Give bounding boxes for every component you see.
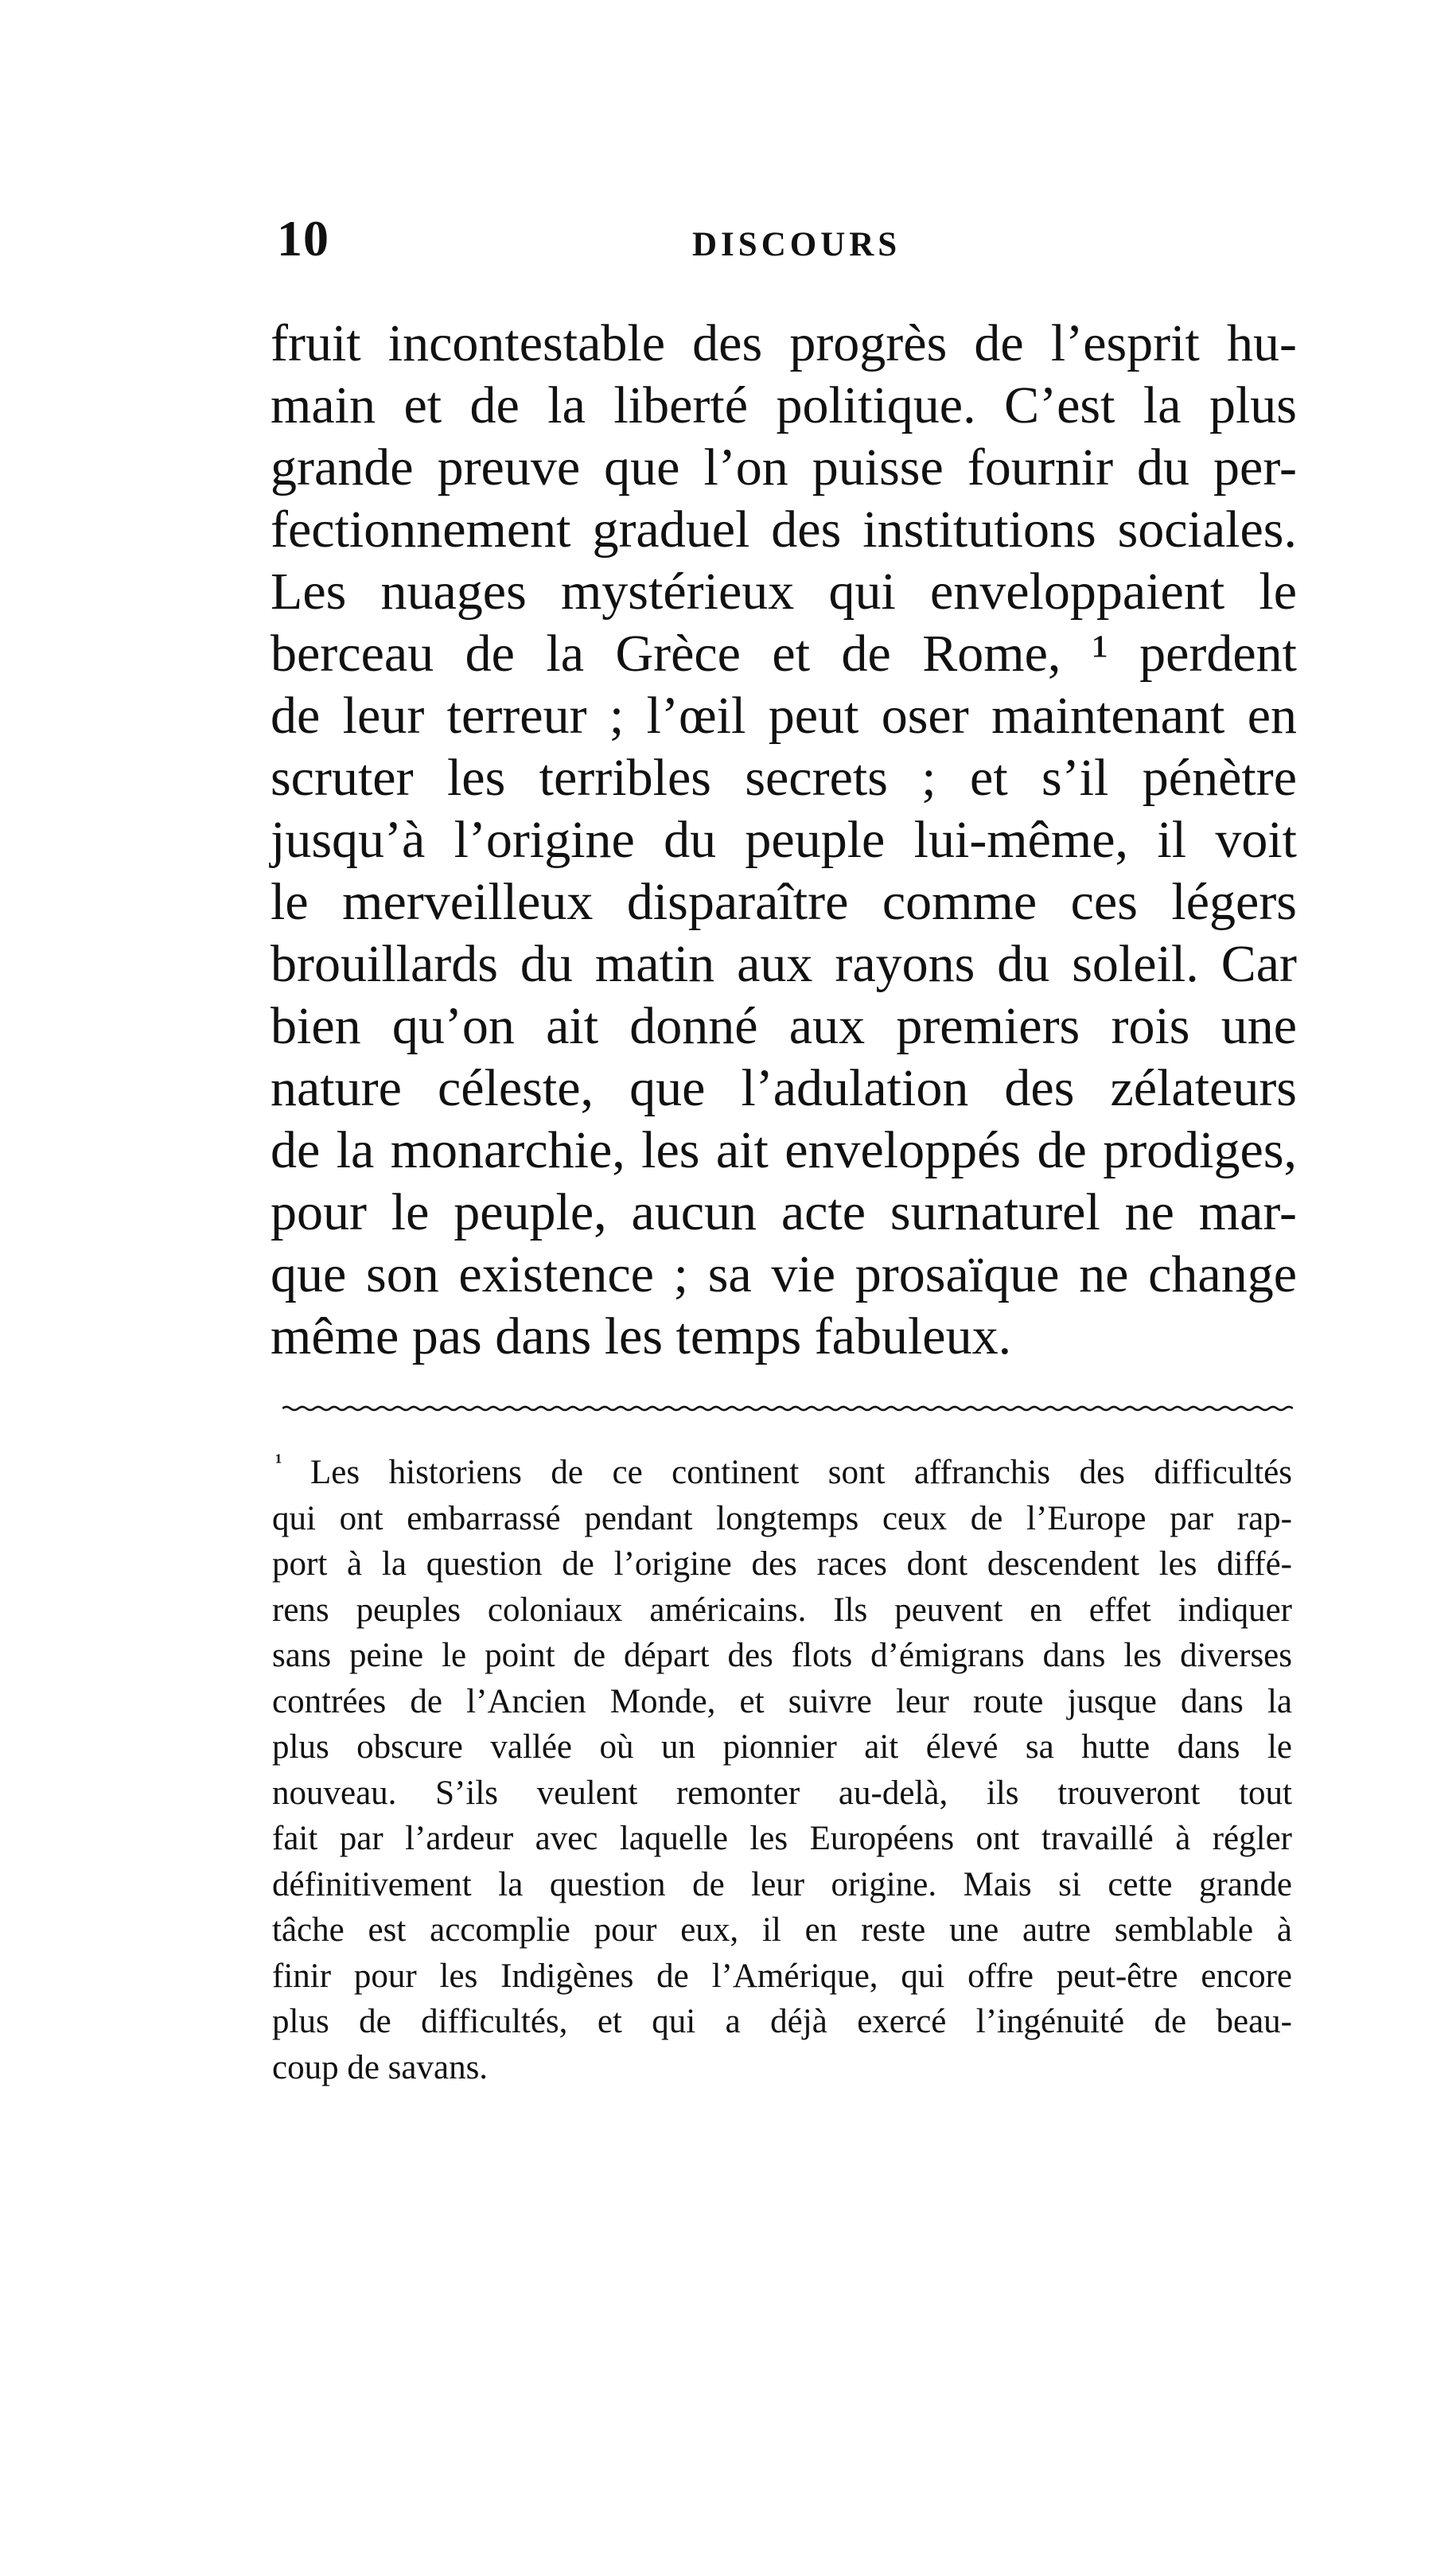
text-line: de leur terreur ; l’œil peut oser maintenant en <box>271 687 1297 745</box>
footnote-line: coup de savans. <box>272 2048 489 2086</box>
text-line: grande preuve que l’on puisse fournir du per- <box>271 438 1297 497</box>
text-line: pour le peuple, aucun acte surnaturel ne mar- <box>271 1183 1297 1241</box>
text-line: bien qu’on ait donné aux premiers rois une <box>271 997 1297 1055</box>
wavy-rule-divider <box>282 1402 1293 1415</box>
text-line: berceau de la Grèce et de Rome, ¹ perdent <box>271 625 1297 683</box>
page-number: 10 <box>277 210 329 267</box>
text-line: que son existence ; sa vie prosaïque ne change <box>271 1245 1297 1303</box>
footnote-line: fait par l’ardeur avec laquelle les Européens ont travaillé à régler <box>272 1820 1292 1857</box>
footnote-line: nouveau. S’ils veulent remonter au-delà, ils trouveront tout <box>272 1774 1292 1812</box>
footnote-line: qui ont embarrassé pendant longtemps ceux de l’Europe par rap- <box>272 1499 1292 1537</box>
footnote-line: plus obscure vallée où un pionnier ait élevé sa hutte dans le <box>272 1728 1292 1766</box>
text-line: nature céleste, que l’adulation des zélateurs <box>271 1059 1297 1117</box>
text-line: fruit incontestable des progrès de l’esprit hu- <box>271 314 1297 372</box>
text-line: même pas dans les temps fabuleux. <box>271 1307 1012 1365</box>
text-line: de la monarchie, les ait enveloppés de prodiges, <box>271 1121 1297 1179</box>
footnote <box>272 1450 1292 2090</box>
footnote-line: port à la question de l’origine des races dont descendent les diffé- <box>272 1545 1292 1583</box>
footnote-line: contrées de l’Ancien Monde, et suivre leur route jusque dans la <box>272 1682 1292 1720</box>
text-line: scruter les terribles secrets ; et s’il pénètre <box>271 749 1297 807</box>
footnote-line: tâche est accomplie pour eux, il en reste une autre semblable à <box>272 1911 1292 1949</box>
text-line: le merveilleux disparaître comme ces légers <box>271 873 1297 931</box>
main-text <box>271 313 1297 1368</box>
footnote-line: Les historiens de ce continent sont affranchis des difficultés <box>310 1454 1292 1491</box>
footnote-first-row <box>272 1450 1292 1496</box>
footnote-line: finir pour les Indigènes de l’Amérique, qui offre peut-être encore <box>272 1957 1292 1995</box>
text-line: jusqu’à l’origine du peuple lui-même, il voit <box>271 811 1297 869</box>
footnote-line: plus de difficultés, et qui a déjà exercé l’ingénuité de beau- <box>272 2003 1292 2040</box>
text-line: Les nuages mystérieux qui enveloppaient le <box>271 563 1297 621</box>
footnote-line: rens peuples coloniaux américains. Ils peuvent en effet indiquer <box>272 1591 1292 1629</box>
text-line: main et de la liberté politique. C’est la plus <box>271 376 1297 434</box>
footnote-line: définitivement la question de leur origine. Mais si cette grande <box>272 1865 1292 1903</box>
footnote-marker: ¹ <box>275 1450 282 1474</box>
text-line: brouillards du matin aux rayons du soleil. Car <box>271 935 1297 993</box>
text-line: fectionnement graduel des institutions sociales. <box>271 501 1297 559</box>
footnote-line: sans peine le point de départ des flots d’émigrans dans les diverses <box>272 1637 1292 1674</box>
running-title: DISCOURS <box>692 226 901 263</box>
